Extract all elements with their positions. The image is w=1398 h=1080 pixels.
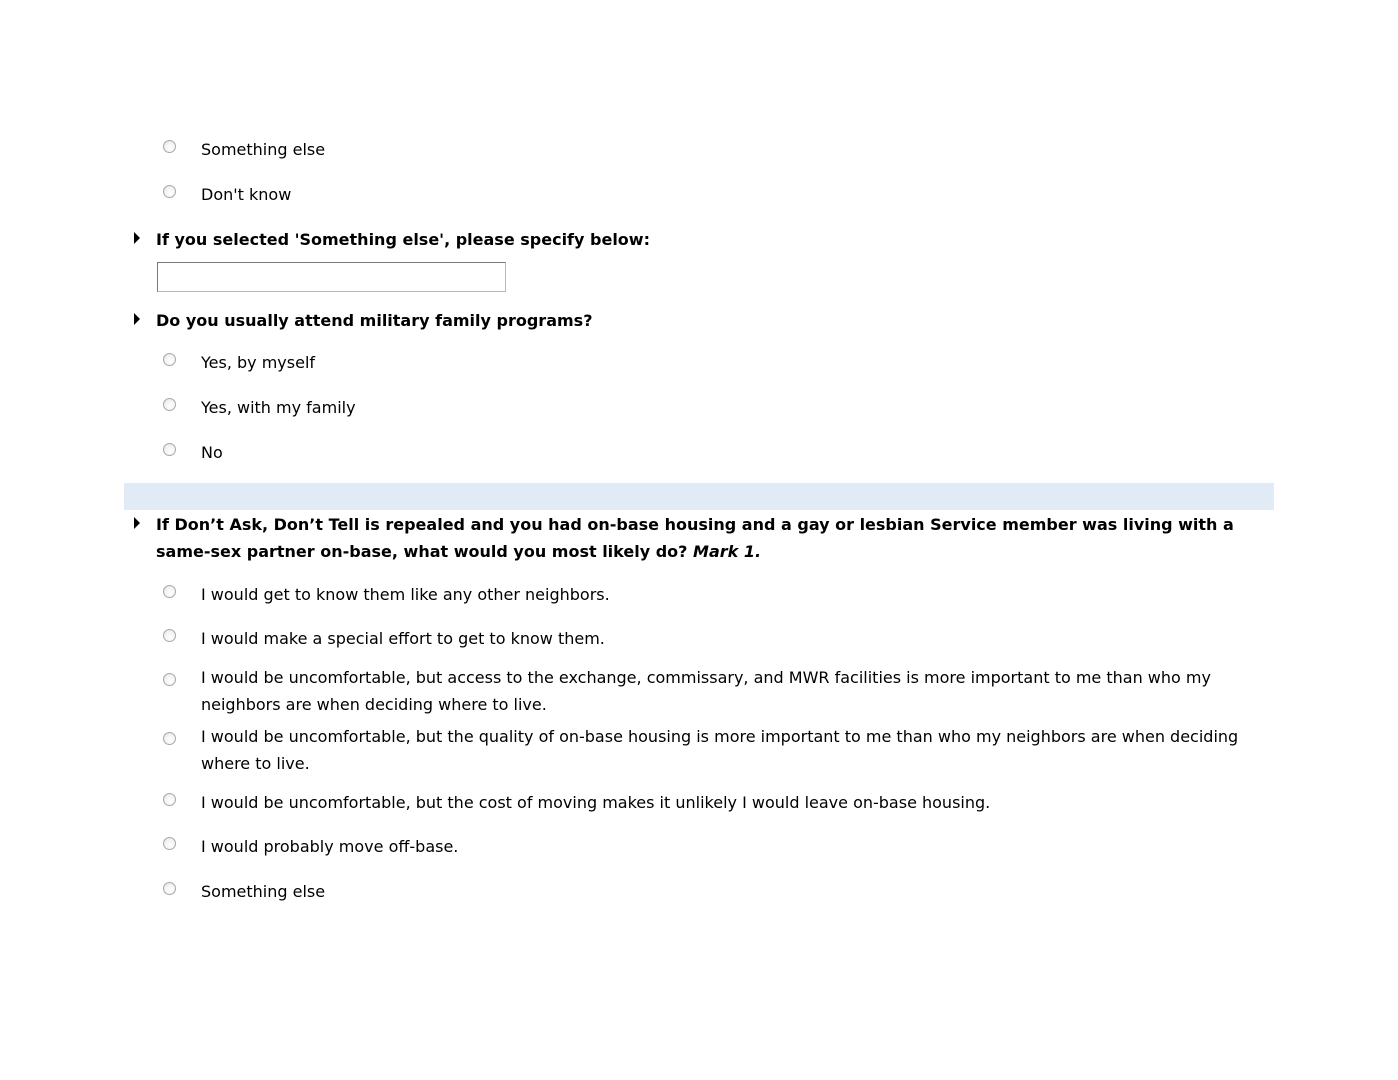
option-label: I would make a special effort to get to know them. xyxy=(201,629,605,648)
radio-yes-with-family[interactable] xyxy=(163,398,176,411)
section-separator xyxy=(124,483,1274,510)
option-label: Something else xyxy=(201,882,326,901)
question-housing-text xyxy=(156,511,1246,565)
option-label: Don't know xyxy=(201,185,292,204)
question-programs-text: Do you usually attend military family programs? xyxy=(156,311,593,330)
specify-input[interactable] xyxy=(157,262,506,292)
radio-uncomfortable-cost[interactable] xyxy=(163,793,176,806)
radio-move-off-base[interactable] xyxy=(163,837,176,850)
question-housing-body: If Don’t Ask, Don’t Tell is repealed and you had on-base housing and a gay or lesbian Service member was living with a same-sex partner on-base, what would you most likely do? xyxy=(156,515,1234,561)
question-housing-instruction: Mark 1. xyxy=(693,542,762,561)
radio-uncomfortable-quality[interactable] xyxy=(163,732,176,745)
radio-dont-know[interactable] xyxy=(163,185,176,198)
question-arrow-icon xyxy=(134,313,140,325)
option-label: No xyxy=(201,443,223,462)
radio-know-like-neighbors[interactable] xyxy=(163,585,176,598)
radio-special-effort[interactable] xyxy=(163,629,176,642)
radio-something-else-housing[interactable] xyxy=(163,882,176,895)
option-label: I would be uncomfortable, but the cost of moving makes it unlikely I would leave on-base housing. xyxy=(201,793,991,812)
question-arrow-icon xyxy=(134,232,140,244)
question-arrow-icon xyxy=(134,517,140,529)
question-specify-text: If you selected 'Something else', please specify below: xyxy=(156,230,650,249)
option-label: Yes, by myself xyxy=(201,353,316,372)
radio-yes-by-myself[interactable] xyxy=(163,353,176,366)
radio-uncomfortable-exchange[interactable] xyxy=(163,673,176,686)
option-label: I would probably move off-base. xyxy=(201,837,459,856)
radio-no[interactable] xyxy=(163,443,176,456)
option-label: Something else xyxy=(201,140,326,159)
radio-something-else-prev[interactable] xyxy=(163,140,176,153)
option-label: I would be uncomfortable, but the quality of on-base housing is more important to me than who my neighbors are when deciding where to live. xyxy=(201,727,1239,773)
option-label: I would be uncomfortable, but access to the exchange, commissary, and MWR facilities is more important to me than who my neighbors are when deciding where to live. xyxy=(201,668,1211,714)
option-label: Yes, with my family xyxy=(201,398,356,417)
option-label: I would get to know them like any other neighbors. xyxy=(201,585,610,604)
